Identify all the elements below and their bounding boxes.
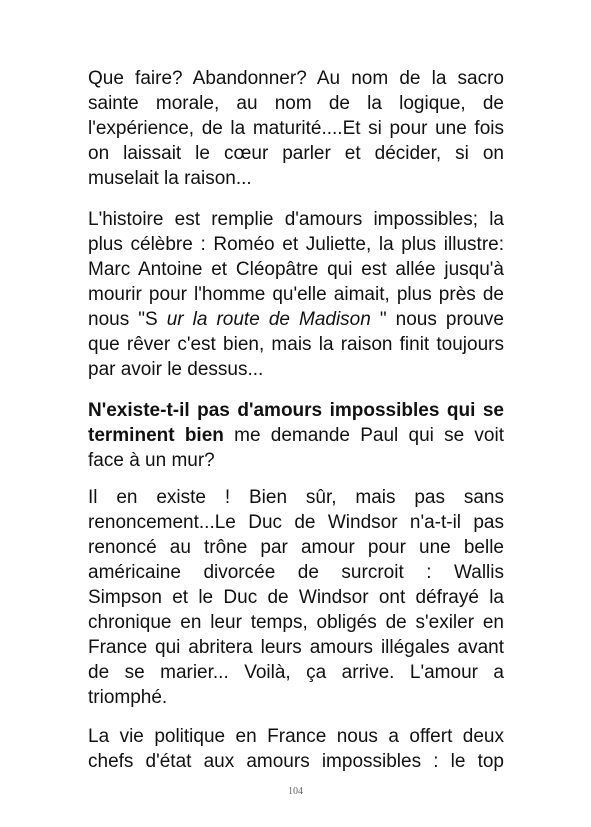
text-line: France qui abritera leurs amours illégales avant	[88, 637, 504, 658]
text-line: face à un mur?	[88, 450, 215, 471]
text-segment: nous "S	[88, 309, 167, 330]
text-line: renoncement...Le Duc de Windsor n'a-t-il pas	[88, 512, 504, 533]
text-line: Il en existe ! Bien sûr, mais pas sans	[88, 487, 504, 508]
text-line: de se marier... Voilà, ça arrive. L'amour a	[88, 662, 504, 683]
text-line: par avoir le dessus...	[88, 359, 264, 380]
text-line: Simpson et le Duc de Windsor ont défrayé la	[88, 587, 504, 608]
text-segment: " nous prouve	[370, 309, 504, 330]
text-line: muselait la raison...	[88, 168, 252, 189]
paragraph-2	[88, 207, 504, 382]
text-line: l'expérience, de la maturité....Et si pour une fois	[88, 118, 504, 139]
text-line: Marc Antoine et Cléopâtre qui est allée jusqu'à	[88, 259, 504, 280]
bold-segment: terminent bien	[88, 425, 224, 446]
text-line	[88, 423, 504, 448]
paragraph-3	[88, 398, 504, 473]
text-line: que rêver c'est bien, mais la raison finit toujours	[88, 334, 504, 355]
paragraph-5	[88, 724, 504, 774]
text-line	[88, 307, 504, 332]
text-line: Que faire? Abandonner? Au nom de la sacro	[88, 68, 504, 89]
paragraph-1	[88, 66, 504, 191]
book-title: ur la route de Madison	[166, 309, 371, 330]
text-line: chronique en leur temps, obligés de s'exiler en	[88, 612, 504, 633]
text-line: L'histoire est remplie d'amours impossibles; la	[88, 209, 504, 230]
page-number: 104	[288, 786, 303, 797]
text-line: chefs d'état aux amours impossibles : le top	[88, 751, 504, 772]
text-line: renoncé au trône par amour pour une belle	[88, 537, 504, 558]
text-line: triomphé.	[88, 687, 168, 708]
text-line: plus célèbre : Roméo et Juliette, la plus illustre:	[88, 234, 504, 255]
text-segment: me demande Paul qui se voit	[223, 425, 504, 446]
text-line: américaine divorcée de surcroit : Wallis	[88, 562, 504, 583]
text-line: N'existe-t-il pas d'amours impossibles qui se	[88, 400, 504, 421]
text-line: La vie politique en France nous a offert deux	[88, 726, 504, 747]
text-line: sainte morale, au nom de la logique, de	[88, 93, 504, 114]
text-line: mourir pour l'homme qu'elle aimait, plus près de	[88, 284, 504, 305]
paragraph-4	[88, 485, 504, 710]
text-line: on laissait le cœur parler et décider, si on	[88, 143, 504, 164]
